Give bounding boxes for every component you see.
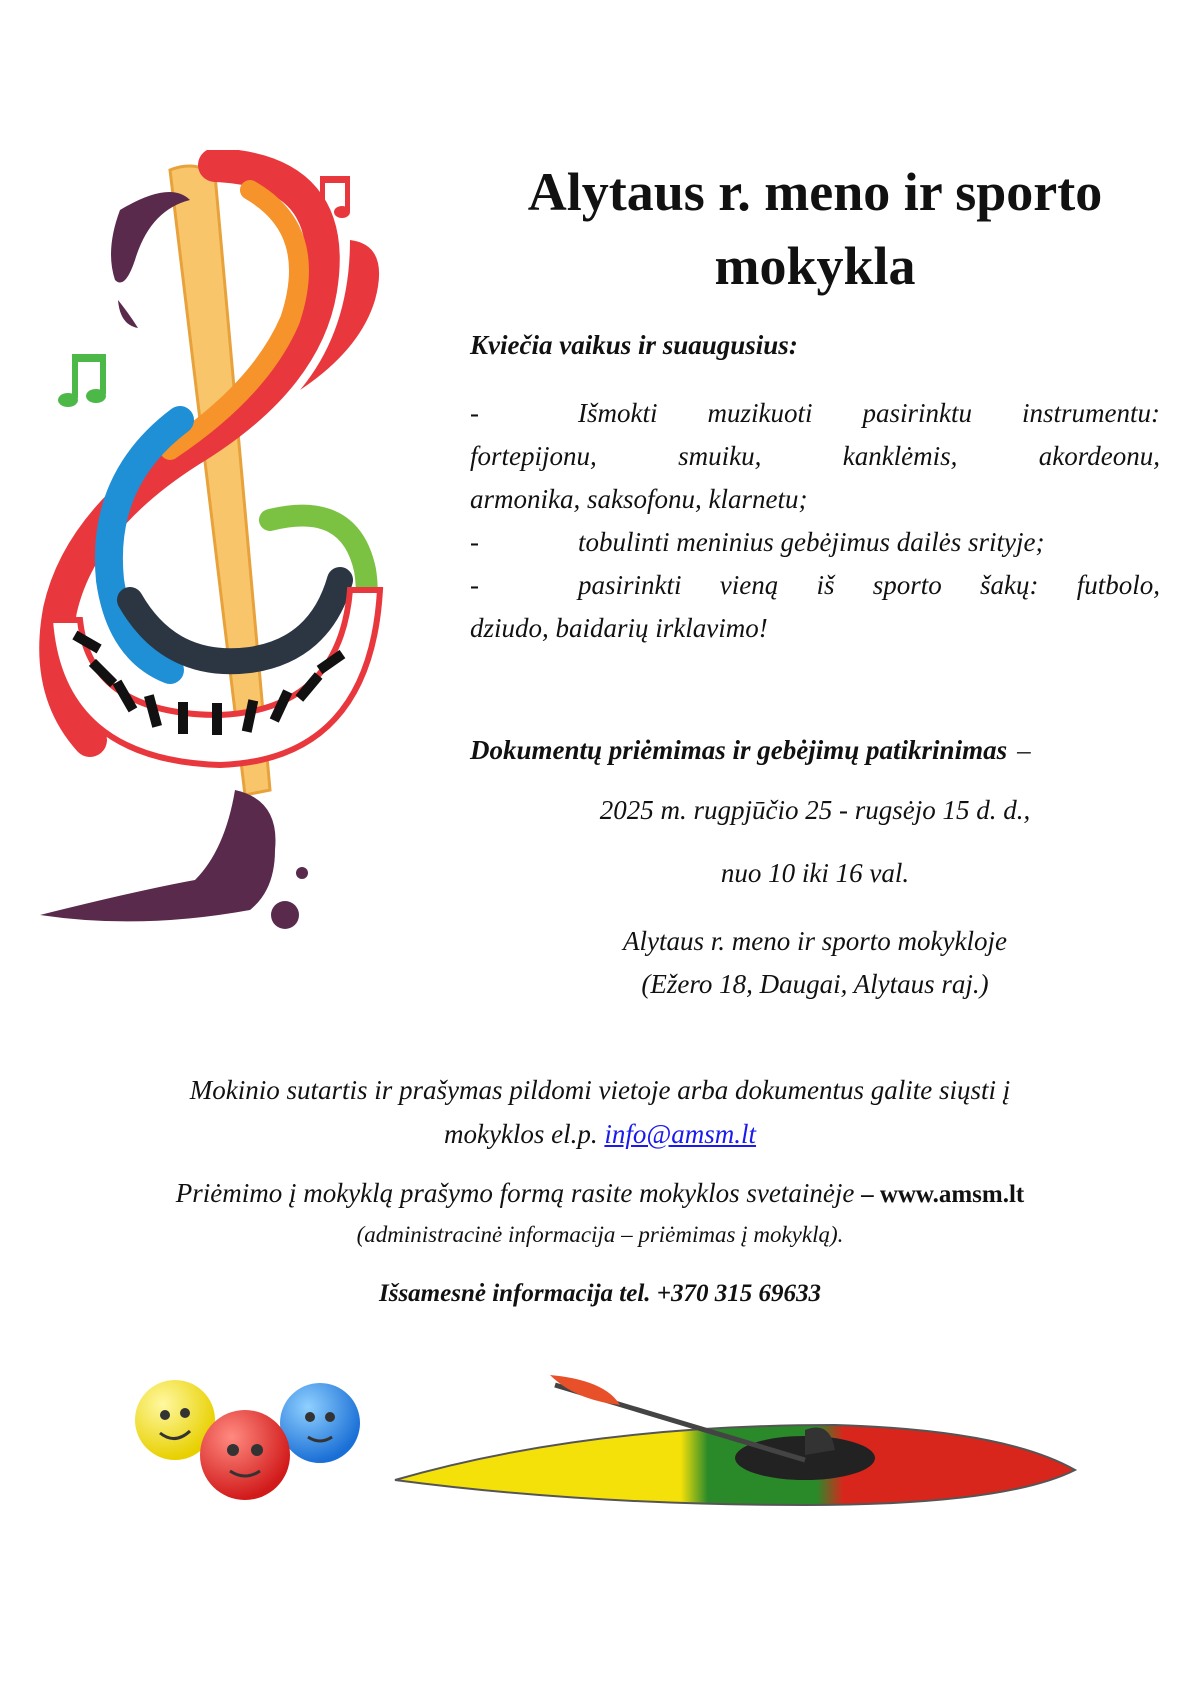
admission-dash: –: [1017, 735, 1031, 765]
offer-item-music-end: [470, 478, 1160, 521]
bullet-dash: -: [470, 570, 479, 600]
offer-text: tobulinti meninius gebėjimus dailės srityje;: [578, 527, 1045, 557]
title-line-1: Alytaus r. meno ir sporto: [527, 162, 1103, 222]
contract-prefix: mokyklos el.p.: [443, 1119, 598, 1149]
offer-text: dziudo, baidarių irklavimo!: [470, 613, 768, 643]
contract-line-2: [60, 1112, 1140, 1156]
place-line-1: Alytaus r. meno ir sporto mokykloje: [623, 926, 1007, 956]
form-info: [60, 1178, 1140, 1209]
title-line-2: mokykla: [714, 236, 916, 296]
contract-info: [60, 1068, 1140, 1156]
bullet-dash: -: [470, 398, 479, 428]
treble-clef-illustration: [20, 150, 440, 1010]
form-info-sub: (administracinė informacija – priėmimas į mokyklą).: [356, 1222, 844, 1247]
page-title: [470, 155, 1160, 303]
blue-ball-icon: [280, 1383, 360, 1463]
balls-illustration: [130, 1375, 380, 1525]
admission-heading-text: Dokumentų priėmimas ir gebėjimų patikrinimas: [470, 735, 1008, 765]
offer-item-music-cont: [470, 435, 1160, 478]
bullet-dash: -: [470, 527, 479, 557]
offer-text: fortepijonu, smuiku, kanklėmis, akordeonu,: [470, 441, 1160, 471]
website-link[interactable]: – www.amsm.lt: [861, 1181, 1025, 1208]
offer-text: armonika, saksofonu, klarnetu;: [470, 484, 808, 514]
offer-text: pasirinkti vieną iš sporto šakų: futbolo,: [578, 570, 1160, 600]
place-line-2: (Ežero 18, Daugai, Alytaus raj.): [641, 969, 989, 999]
offer-item-art: [470, 521, 1160, 564]
offer-item-sport-end: [470, 607, 1160, 650]
email-link[interactable]: info@amsm.lt: [604, 1119, 757, 1149]
offer-item-sport: [470, 564, 1160, 607]
offer-text: Išmokti muzikuoti pasirinktu instrumentu:: [578, 398, 1160, 428]
phone-info: Išsamesnė informacija tel. +370 315 69633: [378, 1280, 822, 1307]
offer-list: [470, 392, 1160, 650]
admission-heading: [470, 735, 1160, 766]
admission-hours: nuo 10 iki 16 val.: [720, 858, 910, 888]
admission-dates: 2025 m. rugpjūčio 25 - rugsėjo 15 d. d.,: [599, 795, 1031, 825]
offer-item-music: [470, 392, 1160, 435]
music-note-green-icon: [58, 354, 106, 407]
kayak-illustration: [385, 1370, 1085, 1520]
admission-place: [470, 920, 1160, 1006]
red-ball-icon: [200, 1410, 290, 1500]
contract-line-1: Mokinio sutartis ir prašymas pildomi vietoje arba dokumentus galite siųsti į: [189, 1075, 1011, 1105]
form-info-text: Priėmimo į mokyklą prašymo formą rasite mokyklos svetainėje: [175, 1178, 855, 1208]
invite-heading: Kviečia vaikus ir suaugusius:: [470, 330, 798, 360]
